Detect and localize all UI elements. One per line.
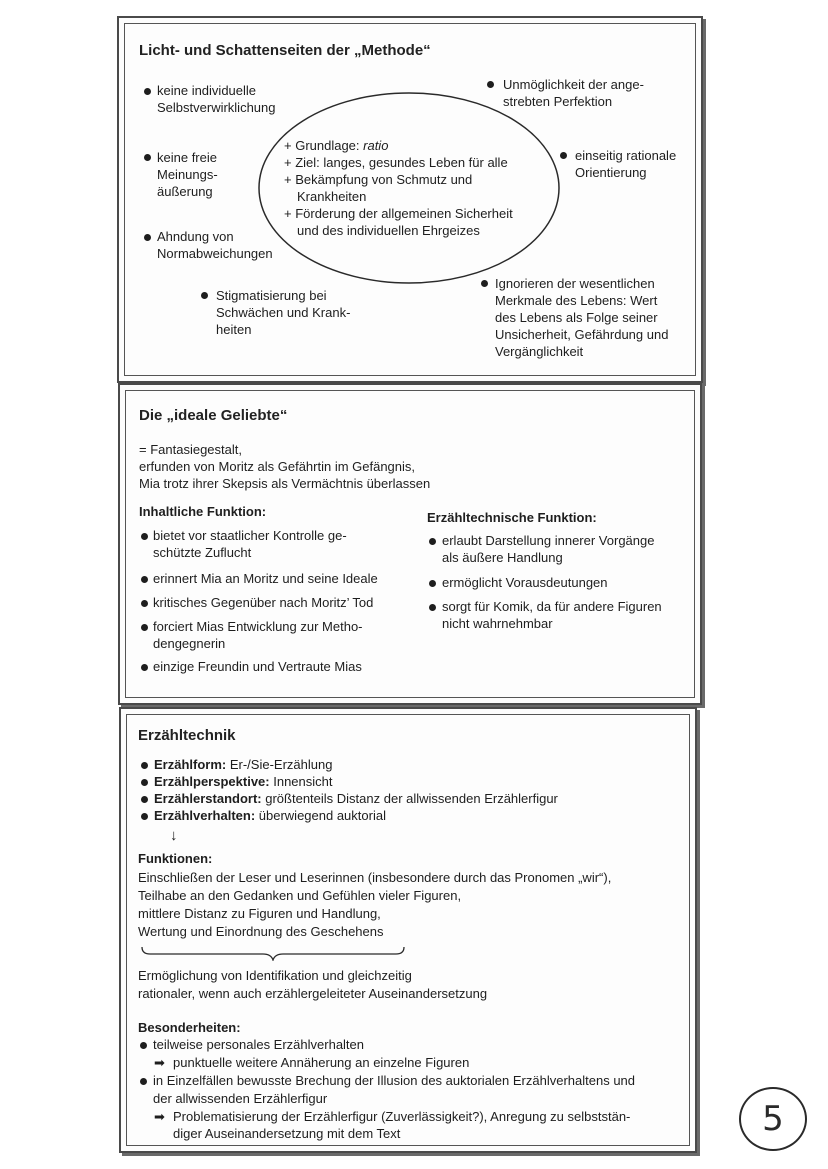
center-line-5: + Förderung der allgemeinen Sicherheit: [284, 206, 513, 221]
intro-line-2: erfunden von Moritz als Gefährtin im Gefängnis,: [139, 459, 416, 474]
right-item-1-line-1: Unmöglichkeit der ange-: [503, 77, 644, 92]
erzaehlerstandort-label: Erzählerstandort:: [154, 791, 262, 806]
bullet-icon: [141, 533, 148, 540]
left-item-3-line-1: Ahndung von: [157, 229, 234, 244]
left-item-2-line-1: keine freie: [157, 150, 217, 165]
besonderheit-2-line-2: der allwissenden Erzählerfigur: [153, 1091, 328, 1106]
box-erzaehltechnik: [119, 707, 697, 1153]
underbrace: [140, 945, 406, 961]
box2-title: Die „ideale Geliebte“: [139, 407, 288, 424]
bottom-right-line-2: Merkmale des Lebens: Wert: [495, 293, 658, 308]
erzaehl-item-3-line-1: sorgt für Komik, da für andere Figuren: [442, 599, 662, 614]
bottom-left-line-3: heiten: [216, 322, 252, 337]
besonderheit-1-sub: punktuelle weitere Annäherung an einzelne Figuren: [173, 1055, 470, 1070]
bottom-right-line-4: Unsicherheit, Gefährdung und: [495, 327, 669, 342]
right-heading: Erzähltechnische Funktion:: [427, 510, 597, 525]
left-item-1-line-2: Selbstverwirklichung: [157, 100, 276, 115]
center-line-1-label: + Grundlage:: [284, 138, 364, 153]
inhalt-item-2: erinnert Mia an Moritz und seine Ideale: [153, 571, 378, 586]
left-item-2-line-2: Meinungs-: [157, 167, 218, 182]
left-item-2-line-3: äußerung: [157, 184, 213, 199]
erzaehlverhalten-value: überwiegend auktorial: [255, 808, 386, 823]
right-item-2-line-1: einseitig rationale: [575, 148, 677, 163]
erzaehl-item-2: ermöglicht Vorausdeutungen: [442, 575, 608, 590]
intro-line-1: = Fantasiegestalt,: [139, 442, 242, 457]
inhalt-item-5: einzige Freundin und Vertraute Mias: [153, 659, 362, 674]
erzaehlperspektive-value: Innensicht: [269, 774, 333, 789]
bullet-icon: [141, 624, 148, 631]
bullet-icon: [141, 664, 148, 671]
bullet-icon: [481, 280, 488, 287]
bottom-right-line-3: des Lebens als Folge seiner: [495, 310, 658, 325]
left-heading: Inhaltliche Funktion:: [139, 504, 267, 519]
erzaehl-item-1-line-1: erlaubt Darstellung innerer Vorgänge: [442, 533, 655, 548]
down-arrow-icon: ↓: [170, 827, 178, 844]
erzaehlform-label: Erzählform:: [154, 757, 227, 772]
bullet-icon: [201, 292, 208, 299]
funktionen-line-2: Teilhabe an den Gedanken und Gefühlen vieler Figuren,: [138, 888, 462, 903]
arrow-right-icon: ➡: [154, 1055, 165, 1070]
erzaehlperspektive-label: Erzählperspektive:: [154, 774, 270, 789]
erzaehl-item-1-line-2: als äußere Handlung: [442, 550, 563, 565]
center-line-1: [284, 137, 388, 154]
inhalt-item-1-line-2: schützte Zuflucht: [153, 545, 252, 560]
bullet-icon: [429, 604, 436, 611]
besonderheit-2-sub-line-1: Problematisierung der Erzählerfigur (Zuverlässigkeit?), Anregung zu selbststän-: [173, 1109, 631, 1124]
erzaehlerstandort-value: größtenteils Distanz der allwissenden Erzählerfigur: [261, 791, 558, 806]
bullet-icon: [144, 88, 151, 95]
erzaehlverhalten-item: [154, 807, 386, 824]
besonderheit-2-line-1: in Einzelfällen bewusste Brechung der Illusion des auktorialen Erzählverhaltens und: [153, 1073, 636, 1088]
center-line-6: und des individuellen Ehrgeizes: [297, 223, 480, 238]
box-ideale-geliebte: [118, 383, 702, 705]
bottom-left-line-2: Schwächen und Krank-: [216, 305, 351, 320]
besonderheit-1: teilweise personales Erzählverhalten: [153, 1037, 365, 1052]
besonderheiten-heading: Besonderheiten:: [138, 1020, 241, 1035]
bullet-icon: [140, 1078, 147, 1085]
center-line-4: Krankheiten: [297, 189, 367, 204]
left-item-1-line-1: keine individuelle: [157, 83, 257, 98]
funktionen-line-4: Wertung und Einordnung des Geschehens: [138, 924, 384, 939]
inhalt-item-1-line-1: bietet vor staatlicher Kontrolle ge-: [153, 528, 347, 543]
bullet-icon: [141, 813, 148, 820]
bullet-icon: [429, 580, 436, 587]
result-line-1: Ermöglichung von Identifikation und gleichzeitig: [138, 968, 412, 983]
erzaehlperspektive-item: [154, 773, 332, 790]
box1-title: Licht- und Schattenseiten der „Methode“: [139, 42, 431, 59]
result-line-2: rationaler, wenn auch erzählergeleiteter Auseinandersetzung: [138, 986, 488, 1001]
bullet-icon: [144, 234, 151, 241]
funktionen-line-3: mittlere Distanz zu Figuren und Handlung,: [138, 906, 381, 921]
bullet-icon: [144, 154, 151, 161]
bottom-left-line-1: Stigmatisierung bei: [216, 288, 327, 303]
inhalt-item-4-line-2: dengegnerin: [153, 636, 226, 651]
inhalt-item-4-line-1: forciert Mias Entwicklung zur Metho-: [153, 619, 363, 634]
bullet-icon: [141, 796, 148, 803]
left-item-3-line-2: Normabweichungen: [157, 246, 273, 261]
arrow-right-icon: ➡: [154, 1109, 165, 1124]
erzaehlform-value: Er-/Sie-Erzählung: [226, 757, 333, 772]
besonderheit-2-sub-line-2: diger Auseinandersetzung mit dem Text: [173, 1126, 401, 1141]
page-number: 5: [739, 1087, 807, 1151]
intro-line-3: Mia trotz ihrer Skepsis als Vermächtnis überlassen: [139, 476, 431, 491]
bullet-icon: [560, 152, 567, 159]
bullet-icon: [141, 576, 148, 583]
bullet-icon: [141, 779, 148, 786]
right-item-1-line-2: strebten Perfektion: [503, 94, 613, 109]
bottom-right-line-1: Ignorieren der wesentlichen: [495, 276, 655, 291]
erzaehl-item-3-line-2: nicht wahrnehmbar: [442, 616, 553, 631]
center-line-3: + Bekämpfung von Schmutz und: [284, 172, 473, 187]
erzaehlform-item: [154, 756, 332, 773]
center-line-1-ratio: ratio: [363, 138, 389, 153]
bullet-icon: [487, 81, 494, 88]
right-item-2-line-2: Orientierung: [575, 165, 647, 180]
bottom-right-line-5: Vergänglichkeit: [495, 344, 584, 359]
box3-title: Erzähltechnik: [138, 727, 236, 744]
bullet-icon: [429, 538, 436, 545]
center-line-2: + Ziel: langes, gesundes Leben für alle: [284, 155, 508, 170]
box-licht-schatten: [117, 16, 703, 383]
bullet-icon: [140, 1042, 147, 1049]
funktionen-heading: Funktionen:: [138, 851, 213, 866]
inhalt-item-3: kritisches Gegenüber nach Moritz’ Tod: [153, 595, 374, 610]
bullet-icon: [141, 762, 148, 769]
erzaehlverhalten-label: Erzählverhalten:: [154, 808, 256, 823]
funktionen-line-1: Einschließen der Leser und Leserinnen (insbesondere durch das Pronomen „wir“),: [138, 870, 612, 885]
erzaehlerstandort-item: [154, 790, 558, 807]
bullet-icon: [141, 600, 148, 607]
